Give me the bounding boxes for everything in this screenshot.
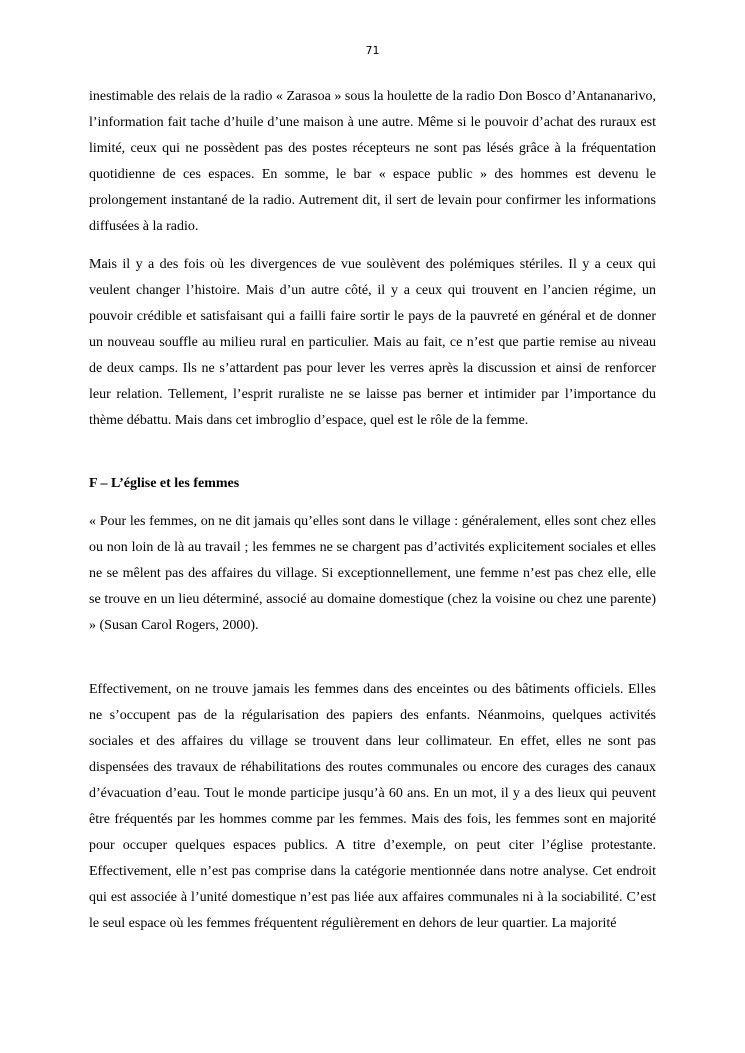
paragraph-church-women: Effectivement, on ne trouve jamais les femmes dans des enceintes ou des bâtiments officiels. Elles ne s’occupent pas de la régularisation des papiers des enfants. Néanmoins, quelques activités sociales et des affaires du village se trouvent dans leur collimateur. En effet, elles ne sont pas dispensées des travaux de réhabilitations des routes communales ou encore des curages des canaux d’évacuation d’eau. Tout le monde participe jusqu’à 60 ans. En un mot, il y a des lieux qui peuvent être fréquentés par les hommes comme par les femmes. Mais des fois, les femmes sont en majorité pour occuper quelques espaces publics. A titre d’exemple, on peut citer l’église protestante. Effectivement, elle n’est pas comprise dans la catégorie mentionnée dans notre analyse. Cet endroit qui est associée à l’unité domestique n’est pas liée aux affaires communales ni à la sociabilité. C’est le seul espace où les femmes fréquentent régulièrement en dehors de leur quartier. La majorité: [89, 682, 656, 931]
page-number: 71: [365, 44, 380, 57]
paragraph-quote-rogers: « Pour les femmes, on ne dit jamais qu’elles sont dans le village : généralement, elles sont chez elles ou non loin de là au travail ; les femmes ne se chargent pas d’activités explicitement sociales et elles ne se mêlent pas des affaires du village. Si exceptionnellement, une femme n’est pas chez elle, elle se trouve en un lieu déterminé, associé au domaine domestique (chez la voisine ou chez une parente) » (Susan Carol Rogers, 2000).: [89, 514, 656, 633]
paragraph-divergences: Mais il y a des fois où les divergences de vue soulèvent des polémiques stériles. Il y a ceux qui veulent changer l’histoire. Mais d’un autre côté, il y a ceux qui trouvent en l’ancien régime, un pouvoir crédible et satisfaisant qui a failli faire sortir le pays de la pauvreté en général et de donner un nouveau souffle au milieu rural en particulier. Mais au fait, ce n’est que partie remise au niveau de deux camps. Ils ne s’attardent pas pour lever les verres après la discussion et ainsi de renforcer leur relation. Tellement, l’esprit ruraliste ne se laisse pas berner et intimider par l’importance du thème débattu. Mais dans cet imbroglio d’espace, quel est le rôle de la femme.: [89, 257, 656, 428]
section-heading: F – L’église et les femmes: [89, 476, 240, 491]
paragraph-radio-relay: inestimable des relais de la radio « Zarasoa » sous la houlette de la radio Don Bosco d’Antananarivo, l’information fait tache d’huile d’une maison à une autre. Même si le pouvoir d’achat des ruraux est limité, ceux qui ne possèdent pas des postes récepteurs ne sont pas lésés grâce à la fréquentation quotidienne de ces espaces. En somme, le bar « espace public » des hommes est devenu le prolongement instantané de la radio. Autrement dit, il sert de levain pour confirmer les informations diffusées à la radio.: [89, 89, 656, 234]
